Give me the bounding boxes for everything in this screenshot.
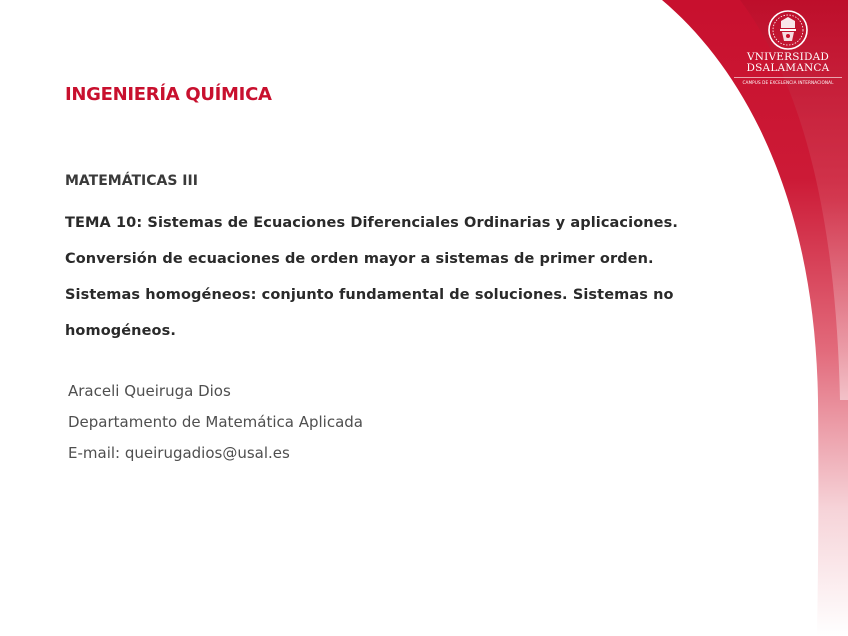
topic-line: homogéneos. [65,323,176,339]
logo-motto: CAMPUS DE EXCELENCIA INTERNACIONAL [734,77,842,86]
logo-text-line1: VNIVERSIDAD [746,51,830,63]
topic-description [65,205,725,349]
logo-text-line2: DSALAMANCA [746,62,830,74]
author-block [68,376,363,469]
author-department: Departamento de Matemática Aplicada [68,413,363,431]
university-seal-icon [766,8,810,52]
degree-title: INGENIERÍA QUÍMICA [65,84,272,105]
university-logo [734,8,842,86]
author-name: Araceli Queiruga Dios [68,382,231,400]
topic-line: Sistemas homogéneos: conjunto fundamental de soluciones. Sistemas no [65,287,674,303]
topic-line: TEMA 10: Sistemas de Ecuaciones Diferenciales Ordinarias y aplicaciones. [65,215,678,231]
subject-title: MATEMÁTICAS III [65,173,198,189]
author-email: E-mail: queirugadios@usal.es [68,444,290,462]
topic-line: Conversión de ecuaciones de orden mayor a sistemas de primer orden. [65,251,654,267]
